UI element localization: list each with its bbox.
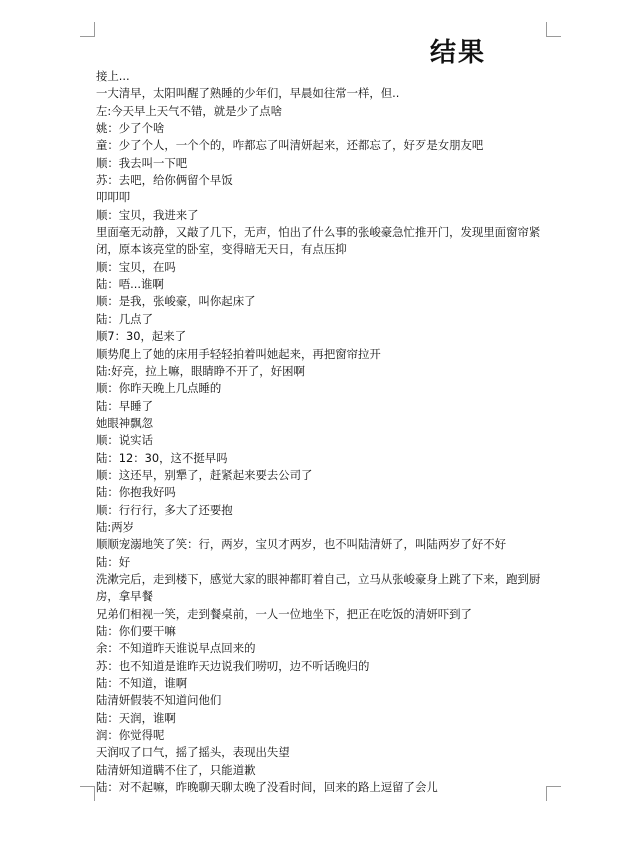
text-line: 顺：这还早，别犟了，赶紧起来要去公司了 xyxy=(96,467,313,482)
text-line: 左:今天早上天气不错，就是少了点啥 xyxy=(96,103,283,118)
text-line: 顺：是我，张峻豪，叫你起床了 xyxy=(96,294,256,309)
text-line: 洗漱完后，走到楼下，感觉大家的眼神都盯着自己，立马从张峻豪身上跳了下来，跑到厨 xyxy=(96,571,541,586)
text-line: 陆：不知道，谁啊 xyxy=(96,676,188,691)
crop-mark-top-right xyxy=(546,22,561,37)
text-line: 陆清妍假装不知道问他们 xyxy=(96,693,222,708)
text-line: 顺：宝贝，在吗 xyxy=(96,259,176,274)
text-line: 苏：去吧，给你俩留个早饭 xyxy=(96,173,233,188)
text-line: 陆：好 xyxy=(96,554,131,569)
text-line: 顺顺宠溺地笑了笑：行，两岁，宝贝才两岁，也不叫陆清妍了，叫陆两岁了好不好 xyxy=(96,537,507,552)
text-line: 闭，原本该亮堂的卧室，变得暗无天日，有点压抑 xyxy=(96,242,347,257)
text-line: 陆：你们要干嘛 xyxy=(96,624,176,638)
text-line: 陆:两岁 xyxy=(96,519,135,534)
text-line: 一大清早，太阳叫醒了熟睡的少年们，早晨如往常一样，但.. xyxy=(96,86,400,101)
text-line: 叩叩叩 xyxy=(96,190,131,205)
text-line: 润：你觉得呢 xyxy=(96,728,165,743)
crop-mark-bottom-right xyxy=(546,786,561,801)
page-title: 结果 xyxy=(430,38,487,68)
text-line: 她眼神飘忽 xyxy=(96,415,153,430)
text-line: 顺：说实话 xyxy=(96,433,153,448)
text-line: 陆：唔...谁啊 xyxy=(96,277,164,292)
text-line: 里面毫无动静，又敲了几下，无声，怕出了什么事的张峻豪急忙推开门，发现里面窗帘紧 xyxy=(96,225,541,240)
crop-mark-top-left xyxy=(80,22,95,37)
text-line: 陆清妍知道瞒不住了，只能道歉 xyxy=(96,762,256,777)
text-line: 顺：宝贝，我进来了 xyxy=(96,207,199,222)
text-line: 顺：我去叫一下吧 xyxy=(96,155,188,170)
text-line: 陆：天润，谁啊 xyxy=(96,710,176,725)
text-line: 余：不知道昨天谁说早点回来的 xyxy=(96,641,256,656)
text-line: 苏：也不知道是谁昨天边说我们唠叨，边不听话晚归的 xyxy=(96,658,370,673)
text-line: 房，拿早餐 xyxy=(96,589,153,604)
text-line: 陆:好亮，拉上嘛，眼睛睁不开了，好困啊 xyxy=(96,363,305,378)
text-line: 顺：你昨天晚上几点睡的 xyxy=(96,381,222,396)
text-line: 顺：行行行，多大了还要抱 xyxy=(96,502,233,517)
text-line: 陆：早睡了 xyxy=(96,398,153,413)
story-text xyxy=(96,68,548,796)
text-line: 顺7：30，起来了 xyxy=(96,329,187,344)
text-line: 顺势爬上了她的床用手轻轻拍着叫她起来，再把窗帘拉开 xyxy=(96,346,381,361)
text-line: 童：少了个人，一个个的，咋都忘了叫清妍起来，还都忘了，好歹是女朋友吧 xyxy=(96,138,484,153)
text-line: 陆：对不起嘛，昨晚聊天聊太晚了没看时间，回来的路上逗留了会儿 xyxy=(96,780,438,795)
text-line: 陆：12：30，这不挺早吗 xyxy=(96,450,228,465)
text-line: 陆：你抱我好吗 xyxy=(96,485,176,500)
text-line: 天润叹了口气，摇了摇头，表现出失望 xyxy=(96,745,290,760)
text-line: 姚：少了个啥 xyxy=(96,121,165,136)
text-line: 接上... xyxy=(96,69,130,83)
crop-mark-bottom-left xyxy=(80,786,95,801)
text-line: 陆：几点了 xyxy=(96,311,153,326)
text-line: 兄弟们相视一笑，走到餐桌前，一人一位地坐下，把正在吃饭的清妍吓到了 xyxy=(96,606,472,621)
